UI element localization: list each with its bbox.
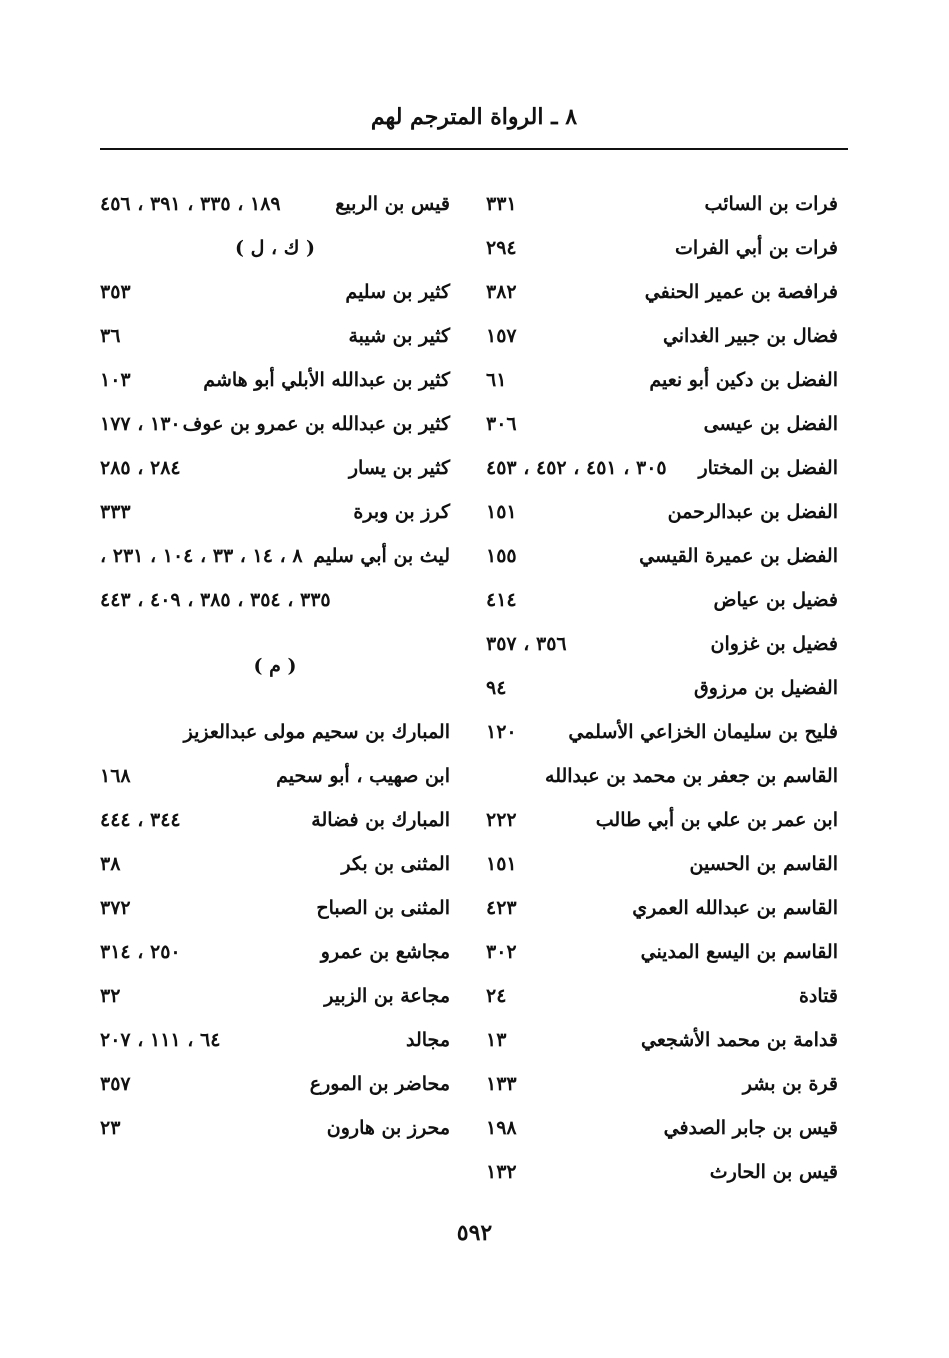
entry-name: فرات بن السائب [704,193,838,215]
entry-name: القاسم بن جعفر بن محمد بن عبدالله [545,765,838,787]
entry-pages: ٢٢٢ [486,809,517,831]
entry-pages: ٣٠٥ ، ٤٥١ ، ٤٥٢ ، ٤٥٣ [486,457,667,479]
entry-pages: ١٦٨ [100,765,131,787]
section-heading-kaf-lam: ( ك ، ل ) [234,237,316,259]
entry-name: قيس بن جابر الصدفي [663,1117,838,1139]
entry-pages: ١٣ [486,1029,507,1051]
entry-pages: ٣٦ [100,325,121,347]
entry-pages: ٣٣١ [486,193,517,215]
index-column-left [100,182,450,1150]
index-entry [486,754,838,798]
entry-pages: ٢٤ [486,985,507,1007]
entry-name: الفضل بن عيسى [703,413,838,435]
index-entry [100,930,450,974]
index-entry [486,666,838,710]
entry-name: قيس بن الربيع [335,193,450,215]
running-header: ٨ ـ الرواة المترجم لهم [370,104,578,130]
index-entry [100,974,450,1018]
entry-pages: ٣٠٢ [486,941,517,963]
entry-pages: ٣٣٣ [100,501,131,523]
entry-name: القاسم بن اليسع المديني [640,941,838,963]
index-entry [486,1018,838,1062]
entry-name: فضال بن جبير الغداني [662,325,838,347]
entry-pages: ٦١ [486,369,507,391]
entry-pages: ١٠٣ [100,369,131,391]
entry-pages: ٣٠٦ [486,413,517,435]
entry-pages: ١٥٥ [486,545,517,567]
entry-name: الفضل بن دكين أبو نعيم [649,369,838,391]
index-entry [486,842,838,886]
index-entry [100,446,450,490]
index-entry [486,490,838,534]
index-column-right [486,182,838,1194]
entry-name: الفضيل بن مرزوق [693,677,838,699]
index-entry [100,1106,450,1150]
index-entry [486,930,838,974]
entry-name: المثنى بن بكر [341,853,450,875]
index-entry [486,358,838,402]
entry-pages: ٢٩٤ [486,237,517,259]
entry-name: كثير بن سليم [345,281,450,303]
entry-pages: ١٩٨ [486,1117,517,1139]
entry-pages: ٢٨٤ ، ٢٨٥ [100,457,181,479]
index-entry [100,490,450,534]
index-entry [100,842,450,886]
index-entry [100,358,450,402]
index-entry [100,314,450,358]
entry-pages: ٣٨٢ [486,281,517,303]
entry-pages: ٢٥٠ ، ٣١٤ [100,941,181,963]
entry-pages: ١٨٩ ، ٣٣٥ ، ٣٩١ ، ٤٥٦ [100,193,281,215]
index-entry [486,1106,838,1150]
entry-name: القاسم بن الحسين [689,853,838,875]
entry-name: ابن صهيب ، أبو سحيم [276,765,450,787]
index-entry [100,886,450,930]
entry-name: قرة بن بشر [742,1073,838,1095]
entry-pages: ٣٤٤ ، ٤٤٤ [100,809,181,831]
section-spacer [100,688,450,710]
entry-pages: ١٣٢ [486,1161,517,1183]
entry-pages: ٣٥٦ ، ٣٥٧ [486,633,567,655]
entry-name: ليث بن أبي سليم [313,545,450,567]
index-entry [100,1018,450,1062]
index-entry [486,226,838,270]
entry-pages: ٦٤ ، ١١١ ، ٢٠٧ [100,1029,221,1051]
entry-pages: ١٥١ [486,501,517,523]
entry-name: ابن عمر بن علي بن أبي طالب [595,809,838,831]
entry-pages: ٣٢ [100,985,121,1007]
entry-name: قيس بن الحارث [709,1161,838,1183]
entry-pages: ١٣٠ ، ١٧٧ [100,413,181,435]
entry-name: كثير بن عبدالله الأبلي أبو هاشم [203,369,450,391]
entry-name: مجاشع بن عمرو [320,941,450,963]
entry-pages: ١٢٠ [486,721,517,743]
entry-name: كرز بن وبرة [353,501,450,523]
index-entry [486,182,838,226]
entry-name: فرافصة بن عمير الحنفي [644,281,838,303]
entry-name: قدامة بن محمد الأشجعي [641,1029,838,1051]
index-entry [486,578,838,622]
entry-name: القاسم بن عبدالله العمري [632,897,838,919]
entry-pages: ١٥١ [486,853,517,875]
entry-name: مجاعة بن الزبير [324,985,450,1007]
page-number: ٥٩٢ [456,1220,493,1246]
entry-name: المبارك بن فضالة [311,809,450,831]
entry-pages: ٢٣ [100,1117,121,1139]
entry-pages: ٩٤ [486,677,507,699]
entry-pages: ٤١٤ [486,589,517,611]
entry-name: فليح بن سليمان الخزاعي الأسلمي [568,721,838,743]
section-spacer [100,622,450,644]
entry-name: كثير بن عبدالله بن عمرو بن عوف [182,413,450,435]
index-entry [100,402,450,446]
index-entry [486,270,838,314]
index-entry [486,446,838,490]
entry-pages: ١٥٧ [486,325,517,347]
entry-name: الفضل بن المختار [698,457,838,479]
section-heading-mim: ( م ) [253,655,297,677]
index-entry [100,754,450,798]
index-entry [486,886,838,930]
entry-name-line: المبارك بن سحيم مولى عبدالعزيز [183,721,450,743]
index-entry [486,402,838,446]
entry-name: فضيل بن عياض [713,589,838,611]
entry-pages: ٣٨ [100,853,121,875]
entry-pages: ٣٥٧ [100,1073,131,1095]
entry-name: فضيل بن غزوان [710,633,838,655]
index-entry [486,798,838,842]
entry-name: فرات بن أبي الفرات [674,237,838,259]
entry-pages-continuation: ٣٣٥ ، ٣٥٤ ، ٣٨٥ ، ٤٠٩ ، ٤٤٣ [100,589,331,611]
index-entry [486,314,838,358]
entry-name: المثنى بن الصباح [316,897,450,919]
entry-pages: ٣٥٣ [100,281,131,303]
index-entry [100,270,450,314]
entry-name: قتادة [798,985,838,1007]
entry-name: الفضل بن عبدالرحمن [667,501,838,523]
entry-name: كثير بن شيبة [348,325,450,347]
header-divider [100,148,848,150]
index-entry [100,182,450,226]
entry-name: مجالد [406,1029,450,1051]
entry-name: الفضل بن عميرة القيسي [639,545,838,567]
entry-pages: ٣٧٢ [100,897,131,919]
index-entry [486,1062,838,1106]
index-entry [486,710,838,754]
entry-name: كثير بن يسار [348,457,450,479]
index-entry [100,534,450,578]
index-entry [486,622,838,666]
entry-pages: ٨ ، ١٤ ، ٣٣ ، ١٠٤ ، ٢٣١ ، [100,545,303,567]
entry-name: محاضر بن المورع [309,1073,450,1095]
entry-name: محرز بن هارون [326,1117,450,1139]
entry-pages: ٤٢٣ [486,897,517,919]
index-entry [100,798,450,842]
index-entry [486,534,838,578]
entry-pages: ١٣٣ [486,1073,517,1095]
index-entry [486,974,838,1018]
index-entry [100,1062,450,1106]
index-entry [486,1150,838,1194]
